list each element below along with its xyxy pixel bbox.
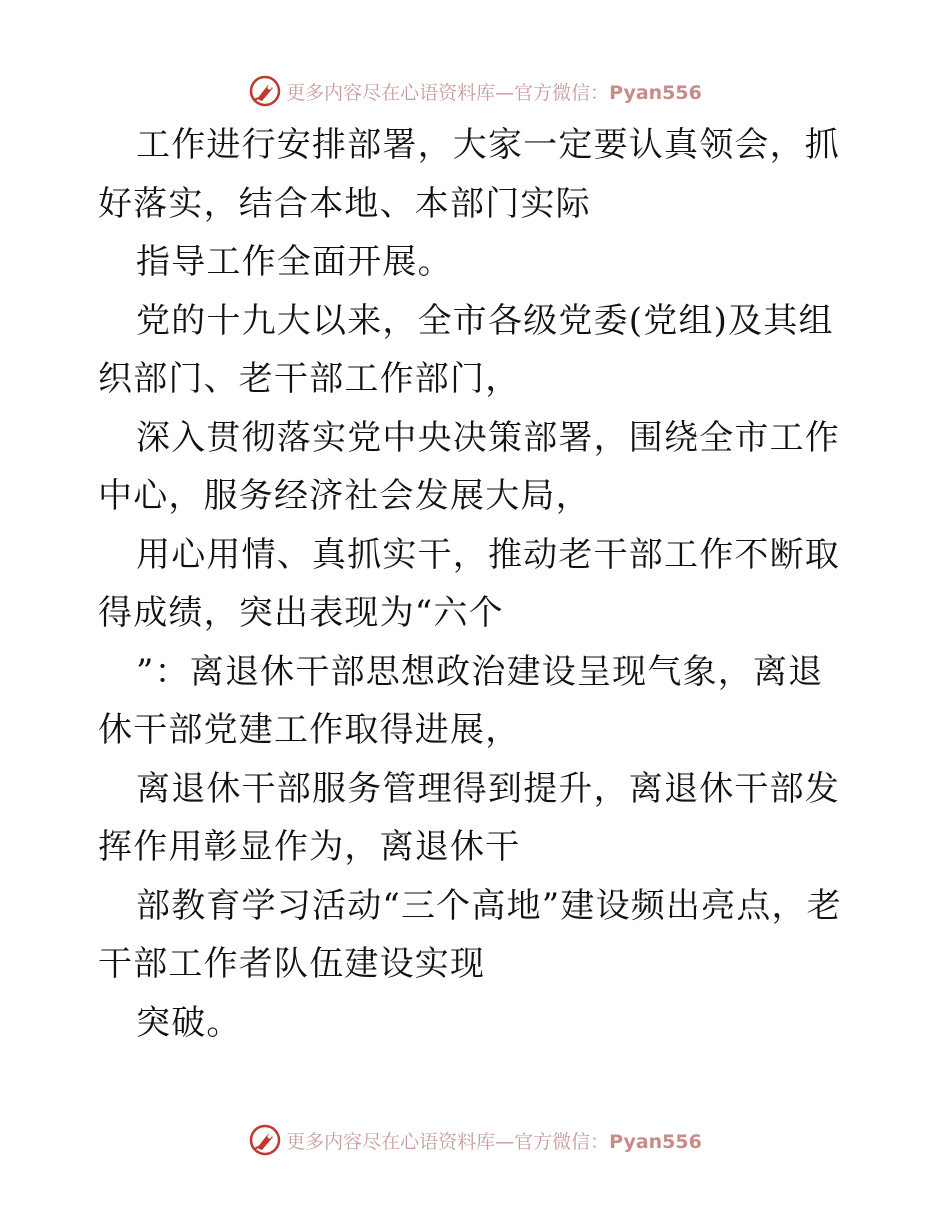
paragraph-4: 深入贯彻落实党中央决策部署，围绕全市工作中心，服务经济社会发展大局， — [98, 417, 840, 516]
header-banner-text — [286, 78, 702, 105]
footer-banner-text — [286, 1127, 702, 1154]
footer-banner-brand: Pyan556 — [609, 1130, 702, 1153]
document-body — [98, 116, 858, 1052]
header-banner-label: 更多内容尽在心语资料库—官方微信： — [286, 81, 610, 104]
paragraph-7: 离退休干部服务管理得到提升，离退休干部发挥作用彰显作为，离退休干 — [98, 768, 840, 867]
paragraph-9: 突破。 — [136, 1002, 242, 1043]
paragraph-2: 指导工作全面开展。 — [136, 242, 453, 282]
paragraph-8: 部教育学习活动“三个高地”建设频出亮点，老干部工作者队伍建设实现 — [98, 885, 842, 984]
footer-banner-label: 更多内容尽在心语资料库—官方微信： — [286, 1130, 610, 1153]
paragraph-6: ”：离退休干部思想政治建设呈现气象，离退休干部党建工作取得进展， — [98, 651, 824, 750]
header-banner — [0, 71, 950, 111]
paragraph-5: 用心用情、真抓实干，推动老干部工作不断取得成绩，突出表现为“六个 — [98, 534, 840, 633]
footer-banner — [0, 1120, 950, 1160]
paragraph-3: 党的十九大以来，全市各级党委(党组)及其组织部门、老干部工作部门， — [98, 300, 834, 399]
pen-nib-logo-icon — [248, 74, 282, 108]
header-banner-brand: Pyan556 — [609, 81, 702, 104]
pen-nib-logo-icon — [248, 1123, 282, 1157]
paragraph-1: 工作进行安排部署，大家一定要认真领会，抓好落实，结合本地、本部门实际 — [98, 125, 840, 224]
